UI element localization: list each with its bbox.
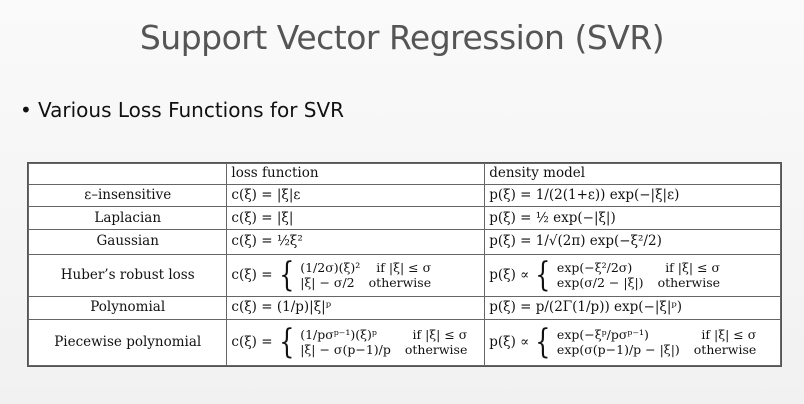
loss-formula: c(ξ) = ½ξ² [227,229,485,254]
header-density-model: density model [485,164,781,185]
case-expr: (1/2σ)(ξ)² [300,260,361,276]
row-name: Huber’s robust loss [29,254,227,296]
table-row [29,229,781,254]
case-cond: if |ξ| ≤ σ [376,260,432,276]
case-cond: otherwise [368,275,432,291]
loss-formula [227,319,485,366]
case-cond: otherwise [693,342,757,358]
row-name: Laplacian [29,207,227,230]
density-formula [485,254,781,296]
row-name: Gaussian [29,229,227,254]
loss-formula: c(ξ) = |ξ| [227,207,485,230]
table-row [29,184,781,207]
loss-formula [227,254,485,296]
case-cond: if |ξ| ≤ σ [701,327,757,343]
loss-formula: c(ξ) = (1/p)|ξ|ᵖ [227,296,485,319]
row-name: ε–insensitive [29,184,227,207]
table-row [29,207,781,230]
bullet-text: Various Loss Functions for SVR [38,98,345,122]
case-expr: exp(−ξ²/2σ) [556,260,633,276]
loss-formula: c(ξ) = |ξ|ε [227,184,485,207]
case-expr: (1/pσᵖ⁻¹)(ξ)ᵖ [300,327,377,343]
density-formula [485,319,781,366]
bullet-dot-icon: • [20,98,32,122]
case-expr: exp(σ(p−1)/p − |ξ|) [556,342,680,358]
loss-prefix: c(ξ) = [231,333,273,350]
table-header-row [29,164,781,185]
table-row [29,319,781,366]
row-name: Piecewise polynomial [29,319,227,366]
case-expr: |ξ| − σ(p−1)/p [300,342,391,358]
slide-title: Support Vector Regression (SVR) [139,18,665,57]
table-row [29,296,781,319]
left-brace-icon: { [535,322,551,363]
table-row [29,254,781,296]
density-formula: p(ξ) = 1/(2(1+ε)) exp(−|ξ|ε) [485,184,781,207]
case-cond: otherwise [404,342,468,358]
density-formula: p(ξ) = ½ exp(−|ξ|) [485,207,781,230]
case-expr: exp(−ξᵖ/pσᵖ⁻¹) [556,327,649,343]
bullet-item [20,98,344,122]
case-cond: if |ξ| ≤ σ [665,260,721,276]
left-brace-icon: { [278,255,294,296]
header-loss-function: loss function [227,164,485,185]
left-brace-icon: { [278,322,294,363]
row-name: Polynomial [29,296,227,319]
case-expr: |ξ| − σ/2 [300,275,355,291]
loss-prefix: c(ξ) = [231,266,273,283]
header-cell-empty [29,164,227,185]
density-prefix: p(ξ) ∝ [489,266,530,283]
density-prefix: p(ξ) ∝ [489,333,530,350]
case-cond: if |ξ| ≤ σ [412,327,468,343]
case-expr: exp(σ/2 − |ξ|) [556,275,644,291]
left-brace-icon: { [535,255,551,296]
case-cond: otherwise [657,275,721,291]
loss-functions-table [27,162,782,367]
loss-table [28,163,781,366]
density-formula: p(ξ) = 1/√(2π) exp(−ξ²/2) [485,229,781,254]
density-formula: p(ξ) = p/(2Γ(1/p)) exp(−|ξ|ᵖ) [485,296,781,319]
